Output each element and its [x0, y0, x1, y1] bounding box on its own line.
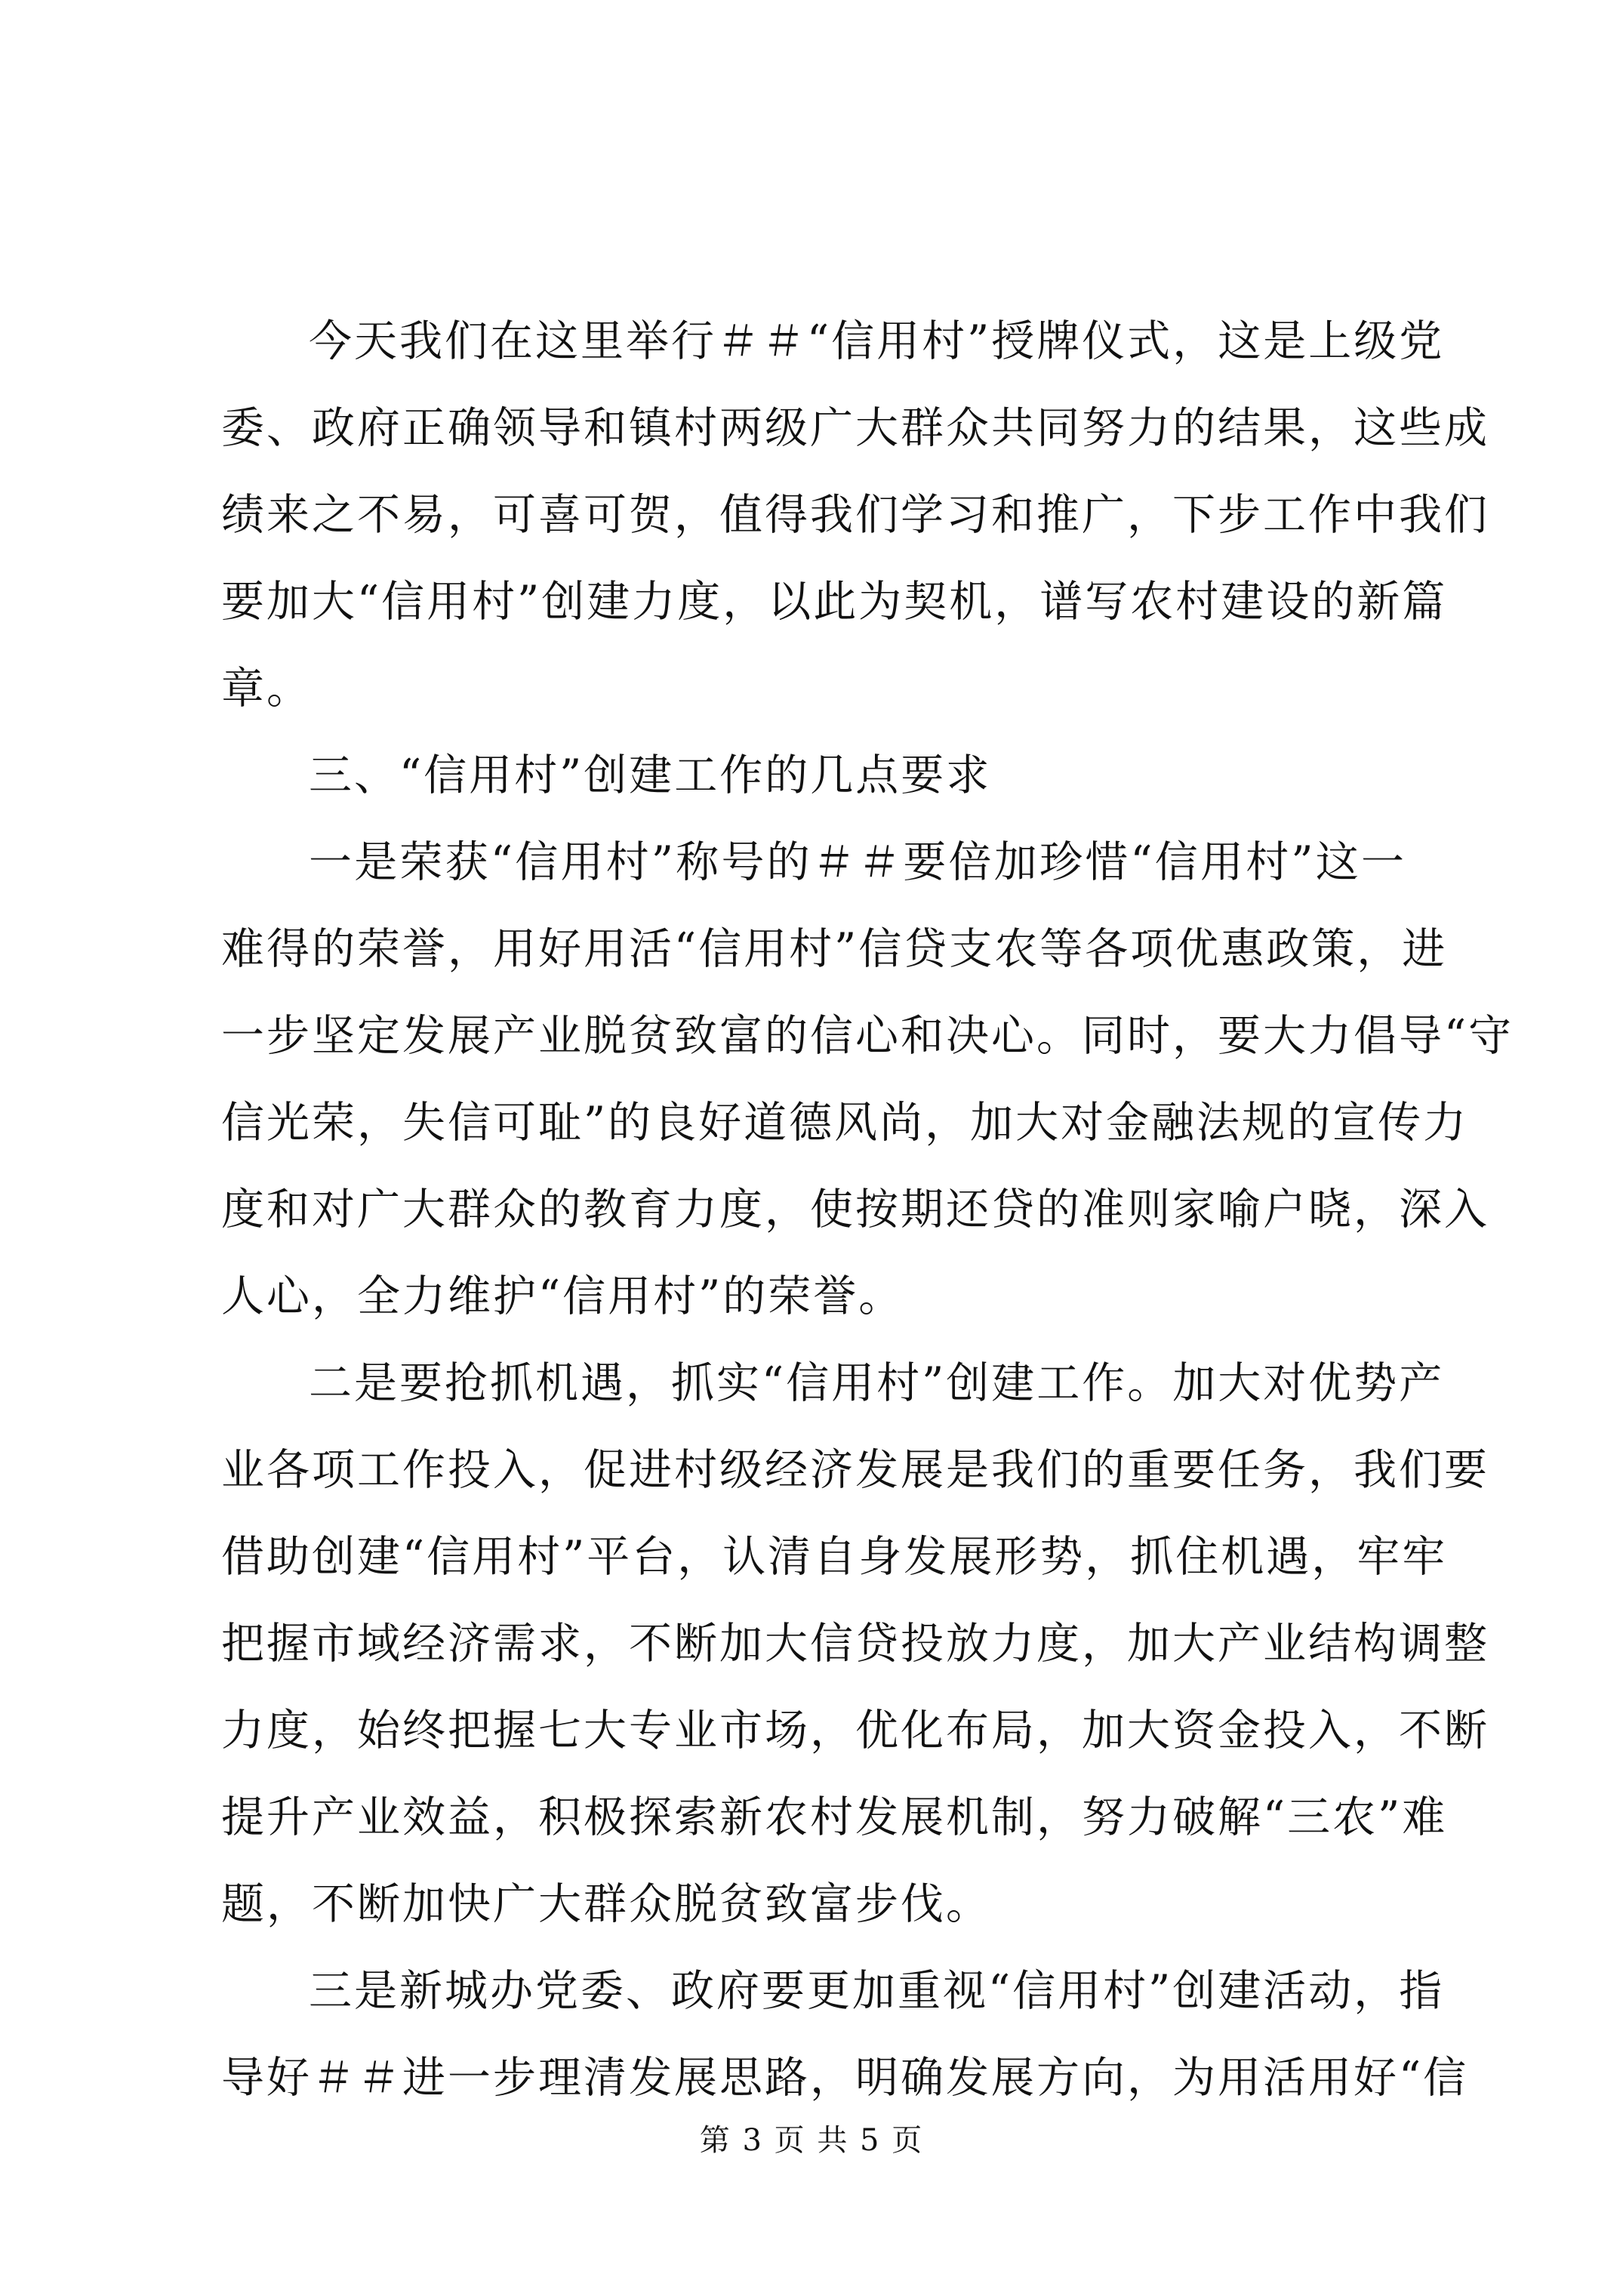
text-line: 章。: [221, 664, 312, 713]
text-line: 委、政府正确领导和镇村两级广大群众共同努力的结果，这些成: [221, 403, 1489, 453]
section-heading: 三、“信用村”创建工作的几点要求: [309, 750, 992, 800]
text-line: 业各项工作投入，促进村级经济发展是我们的重要任务，我们要: [221, 1445, 1489, 1495]
text-line: 信光荣，失信可耻”的良好道德风尚，加大对金融法规的宣传力: [221, 1098, 1469, 1148]
text-line: 导好＃＃进一步理清发展思路，明确发展方向，为用活用好“信: [221, 2053, 1469, 2103]
text-line: 度和对广大群众的教育力度，使按期还贷的准则家喻户晓，深入: [221, 1185, 1489, 1234]
text-line: 三是新城办党委、政府要更加重视“信用村”创建活动，指: [309, 1966, 1445, 2016]
text-line: 难得的荣誉，用好用活“信用村”信贷支农等各项优惠政策，进: [221, 924, 1448, 974]
text-line: 力度，始终把握七大专业市场，优化布局，加大资金投入，不断: [221, 1706, 1489, 1755]
text-line: 一步坚定发展产业脱贫致富的信心和决心。同时，要大力倡导“守: [221, 1011, 1514, 1061]
text-line: 人心，全力维护“信用村”的荣誉。: [221, 1271, 904, 1321]
text-line: 一是荣获“信用村”称号的＃＃要倍加珍惜“信用村”这一: [309, 837, 1406, 887]
text-line: 把握市域经济需求，不断加大信贷投放力度，加大产业结构调整: [221, 1619, 1489, 1669]
text-line: 题，不断加快广大群众脱贫致富步伐。: [221, 1879, 991, 1929]
document-body: [221, 298, 1514, 2122]
text-line: 借助创建“信用村”平台，认清自身发展形势，抓住机遇，牢牢: [221, 1532, 1448, 1582]
text-line: 要加大“信用村”创建力度，以此为契机，谱写农村建设的新篇: [221, 577, 1448, 627]
text-line: 二是要抢抓机遇，抓实“信用村”创建工作。加大对优势产: [309, 1358, 1445, 1408]
text-line: 提升产业效益，积极探索新农村发展机制，努力破解“三农”难: [221, 1792, 1448, 1842]
text-line: 绩来之不易，可喜可贺，值得我们学习和推广，下步工作中我们: [221, 490, 1489, 540]
page-number-footer: 第 3 页 共 5 页: [699, 2123, 924, 2158]
text-line: 今天我们在这里举行＃＃“信用村”授牌仪式，这是上级党: [309, 316, 1445, 366]
